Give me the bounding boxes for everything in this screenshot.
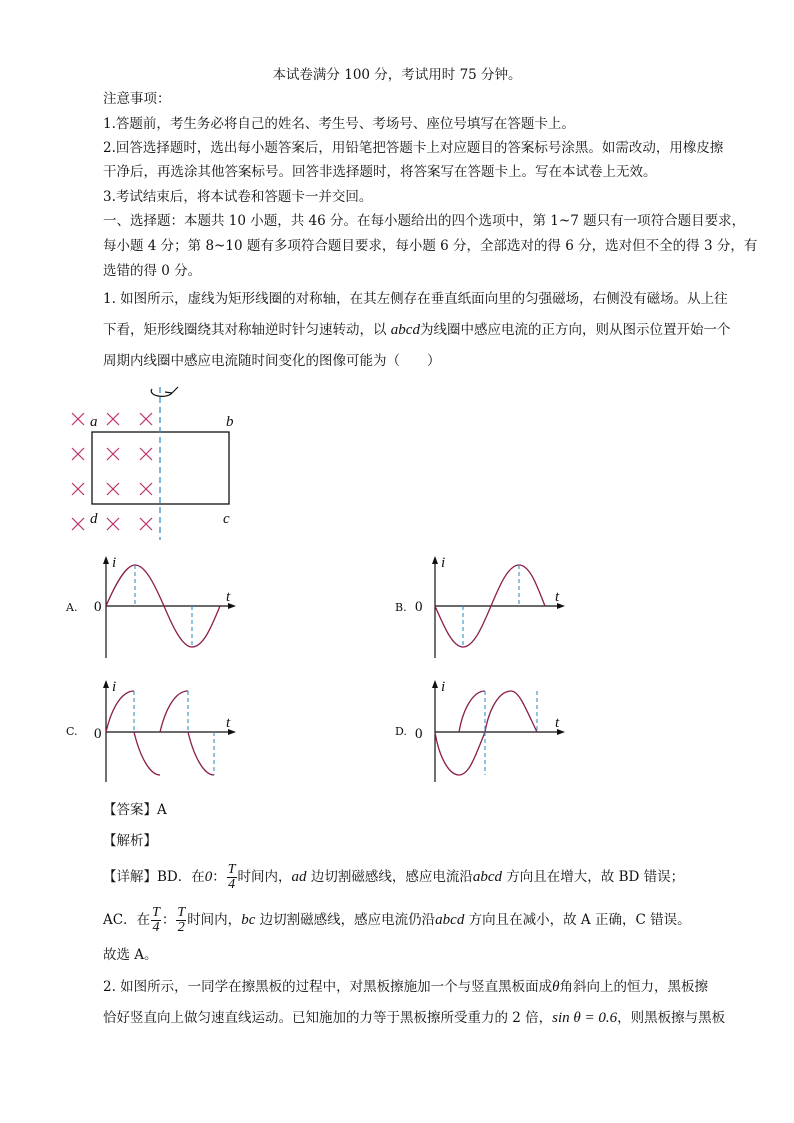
option-b-label: B. bbox=[395, 601, 407, 614]
axis-i-label: i bbox=[112, 555, 117, 571]
option-a-label: A. bbox=[66, 601, 78, 614]
section1-line-3: 选错的得 0 分。 bbox=[103, 263, 202, 279]
cross-icon bbox=[72, 448, 84, 460]
cross-icon bbox=[107, 448, 119, 460]
origin-label: 0 bbox=[94, 599, 102, 615]
option-d-graph bbox=[395, 677, 595, 787]
corner-label-c: c bbox=[223, 511, 230, 527]
q1-detail-line-1: 【详解】BD．在0： $\frac{T}{4}$ 时间内，ad 边切割磁感线，感应电流沿abcd 方向且在增大，故 BD 错误； bbox=[103, 862, 685, 892]
corner-label-b: b bbox=[226, 414, 234, 430]
axis-i-label: i bbox=[112, 679, 117, 695]
curve bbox=[106, 691, 214, 775]
option-d-label: D. bbox=[395, 725, 407, 738]
cross-icon bbox=[140, 413, 152, 425]
cross-icon bbox=[72, 413, 84, 425]
origin-label: 0 bbox=[94, 726, 102, 742]
axis-t-label: t bbox=[226, 715, 231, 731]
notes-item-2: 2.回答选择题时，选出每小题答案后，用铅笔把答题卡上对应题目的答案标号涂黑。如需改动，用橡皮擦 bbox=[103, 140, 724, 156]
q1-analysis-title: 【解析】 bbox=[103, 833, 157, 849]
exam-header: 本试卷满分 100 分，考试用时 75 分钟。 bbox=[272, 67, 522, 83]
cross-icon bbox=[140, 448, 152, 460]
cross-icon bbox=[107, 413, 119, 425]
cross-icon bbox=[107, 483, 119, 495]
option-b-graph bbox=[395, 553, 595, 663]
q1-line-3: 周期内线圈中感应电流随时间变化的图像可能为（ ） bbox=[103, 353, 441, 369]
cross-icon bbox=[72, 483, 84, 495]
cross-icon bbox=[140, 518, 152, 530]
axis-i-label: i bbox=[441, 555, 446, 571]
axis-t-label: t bbox=[555, 715, 560, 731]
option-c-graph bbox=[66, 677, 266, 787]
q1-line-1: 1. 如图所示，虚线为矩形线圈的对称轴，在其左侧存在垂直纸面向里的匀强磁场，右侧没有磁场。从上往 bbox=[103, 291, 728, 307]
q1-line-2: 下看，矩形线圈绕其对称轴逆时针匀速转动，以 abcd为线圈中感应电流的正方向，则从图示位置开始一个 bbox=[103, 322, 731, 338]
magnetic-field-crosses bbox=[72, 413, 152, 530]
notes-item-1: 1.答题前，考生务必将自己的姓名、考生号、考场号、座位号填写在答题卡上。 bbox=[103, 116, 575, 132]
section1-line-1: 一、选择题：本题共 10 小题，共 46 分。在每小题给出的四个选项中，第 1~7 题只有一项符合题目要求， bbox=[103, 213, 746, 229]
notes-item-2-cont: 干净后，再选涂其他答案标号。回答非选择题时，将答案写在答题卡上。写在本试卷上无效。 bbox=[103, 164, 657, 180]
notes-item-3: 3.考试结束后，将本试卷和答题卡一并交回。 bbox=[103, 189, 373, 205]
notes-title: 注意事项： bbox=[103, 91, 171, 107]
cross-icon bbox=[107, 518, 119, 530]
y-axis-arrow-icon bbox=[432, 556, 438, 564]
section1-line-2: 每小题 4 分；第 8~10 题有多项符合题目要求，每小题 6 分，全部选对的得 6 分，选对但不全的得 3 分，有 bbox=[103, 238, 758, 254]
corner-label-a: a bbox=[90, 414, 98, 430]
y-axis-arrow-icon bbox=[432, 680, 438, 688]
q1-detail-line-2: AC．在 $\frac{T}{4}$ ： $\frac{T}{2}$ 时间内，bc 边切割磁感线，感应电流仍沿abcd 方向且在减小，故 A 正确，C 错误。 bbox=[103, 905, 691, 935]
axis-i-label: i bbox=[441, 679, 446, 695]
origin-label: 0 bbox=[415, 726, 423, 742]
origin-label: 0 bbox=[415, 599, 423, 615]
axis-t-label: t bbox=[226, 589, 231, 605]
cross-icon bbox=[140, 483, 152, 495]
q1-conclusion: 故选 A。 bbox=[103, 947, 158, 963]
q2-line-2: 恰好竖直向上做匀速直线运动。已知施加的力等于黑板擦所受重力的 2 倍，sin θ = 0.6，则黑板擦与黑板 bbox=[103, 1010, 726, 1026]
cross-icon bbox=[72, 518, 84, 530]
curve bbox=[435, 691, 537, 775]
coil-figure bbox=[60, 375, 260, 545]
corner-label-d: d bbox=[90, 511, 98, 527]
y-axis-arrow-icon bbox=[103, 680, 109, 688]
option-c-label: C. bbox=[66, 725, 78, 738]
q1-answer: 【答案】A bbox=[103, 802, 167, 818]
q2-line-1: 2. 如图所示，一同学在擦黑板的过程中，对黑板擦施加一个与竖直黑板面成θ角斜向上的恒力，黑板擦 bbox=[103, 979, 709, 995]
y-axis-arrow-icon bbox=[103, 556, 109, 564]
axis-t-label: t bbox=[555, 589, 560, 605]
option-a-graph bbox=[66, 553, 266, 663]
